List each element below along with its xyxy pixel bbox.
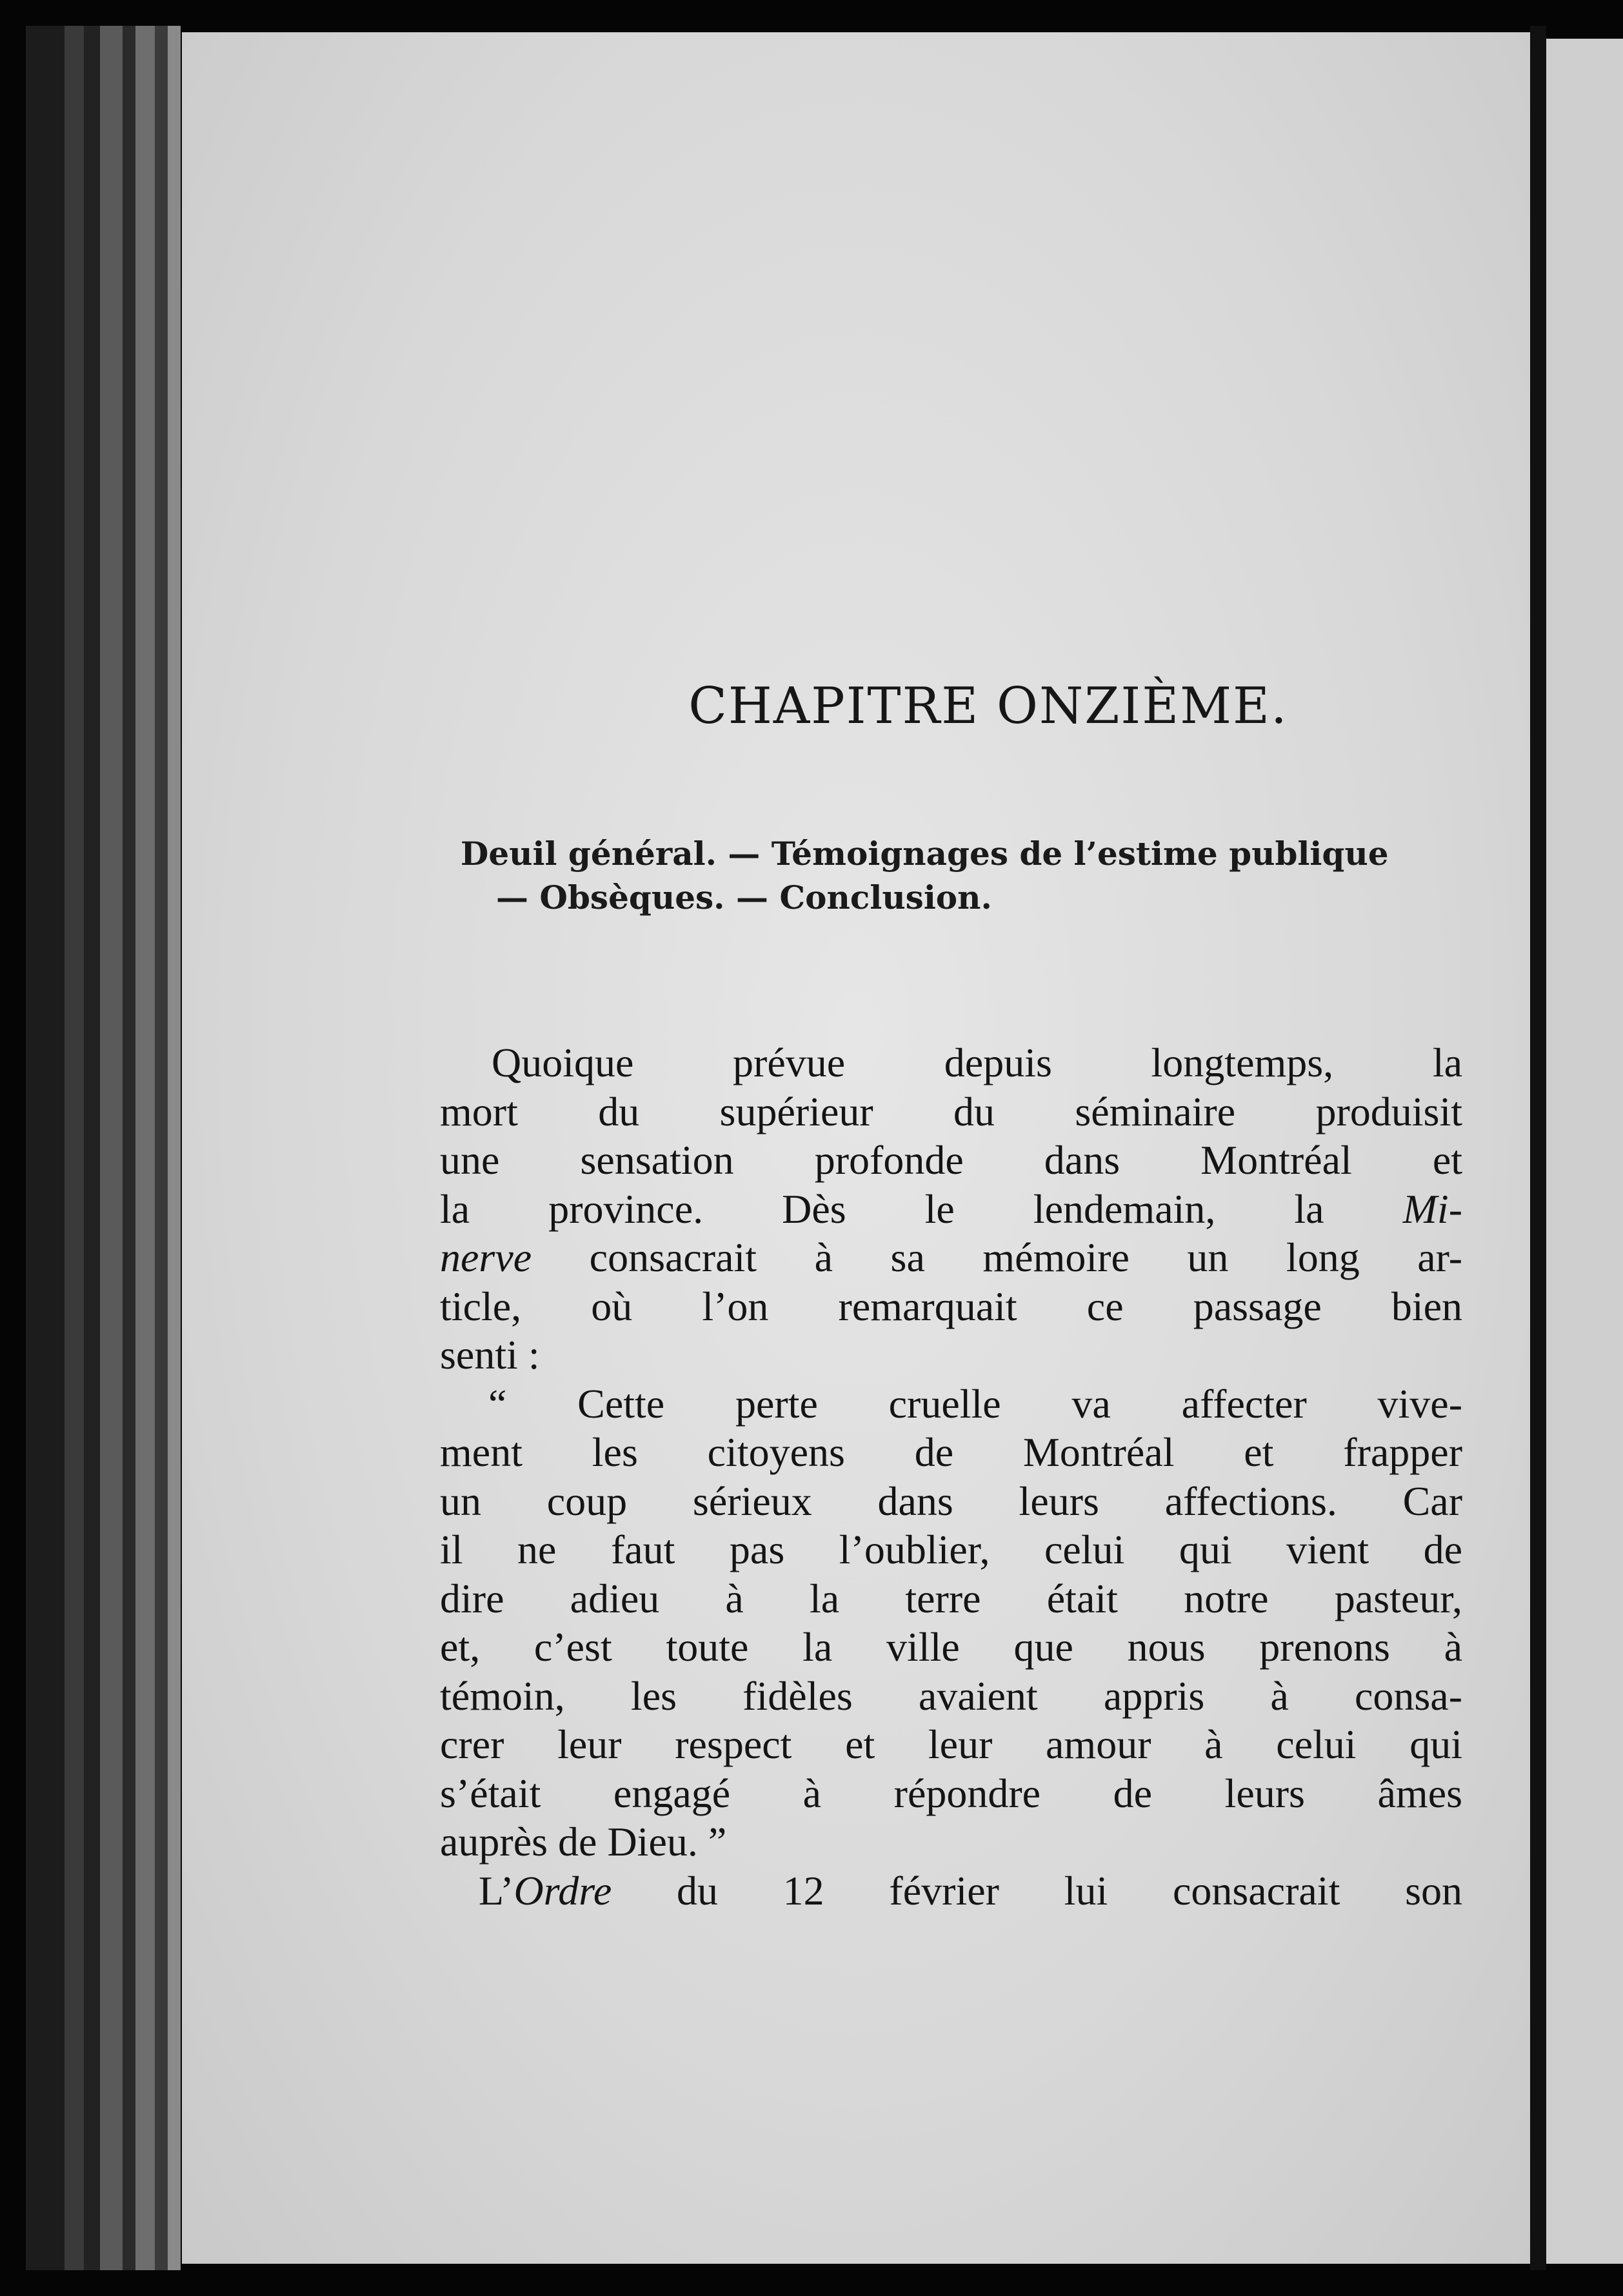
text-line: mort du supérieur du séminaire produisit (440, 1088, 1462, 1134)
text-line: il ne faut pas l’oublier, celui qui vient de (440, 1527, 1462, 1572)
chapter-title: CHAPITRE ONZIÈME. (688, 677, 1288, 735)
text-segment: la province. Dès le lendemain, la (440, 1185, 1403, 1232)
summary-line: — Obsèques. — Conclusion. (496, 878, 992, 916)
text-line (440, 1866, 1462, 1915)
italic-title-segment: Ordre (513, 1867, 612, 1914)
book-edge (135, 26, 155, 2270)
text-line: crer leur respect et leur amour à celui qui (440, 1721, 1462, 1767)
text-line: témoin, les fidèles avaient appris à consa- (440, 1672, 1462, 1719)
book-page (182, 32, 1530, 2264)
book-edge (84, 26, 100, 2270)
book-edge (155, 26, 168, 2270)
text-line: et, c’est toute la ville que nous prenons à (440, 1624, 1462, 1670)
book-edge (168, 26, 181, 2270)
text-line (440, 1233, 1462, 1282)
text-line: dire adieu à la terre était notre pasteur, (440, 1575, 1462, 1621)
text-segment: du 12 février lui consacrait son (612, 1867, 1462, 1914)
text-line: une sensation profonde dans Montréal et (440, 1137, 1462, 1183)
text-line: s’était engagé à répondre de leurs âmes (440, 1770, 1462, 1816)
book-edge (26, 26, 65, 2270)
book-edge (65, 26, 84, 2270)
book-edge (100, 26, 123, 2270)
text-line: ment les citoyens de Montréal et frapper (440, 1429, 1462, 1475)
text-line: senti : (440, 1332, 540, 1378)
summary-line: Deuil général. — Témoignages de l’estime publique (461, 835, 1389, 873)
page-gutter (1530, 26, 1546, 2270)
text-line: auprès de Dieu. ” (440, 1819, 727, 1865)
italic-title-segment: Mi- (1402, 1185, 1462, 1232)
text-line: Quoique prévue depuis longtemps, la (492, 1040, 1462, 1085)
text-line (440, 1185, 1462, 1234)
book-edge (123, 26, 135, 2270)
text-segment: consacrait à sa mémoire un long ar- (532, 1234, 1462, 1280)
italic-title-segment: nerve (440, 1234, 532, 1280)
chapter-summary (461, 832, 1428, 920)
text-segment: L’ (479, 1867, 514, 1914)
text-line: ticle, où l’on remarquait ce passage bien (440, 1283, 1462, 1329)
text-line: “ Cette perte cruelle va affecter vive- (488, 1380, 1462, 1427)
facing-page-edge (1546, 39, 1623, 2264)
text-line: un coup sérieux dans leurs affections. Car (440, 1478, 1462, 1524)
body-paragraphs (440, 1038, 1462, 1915)
